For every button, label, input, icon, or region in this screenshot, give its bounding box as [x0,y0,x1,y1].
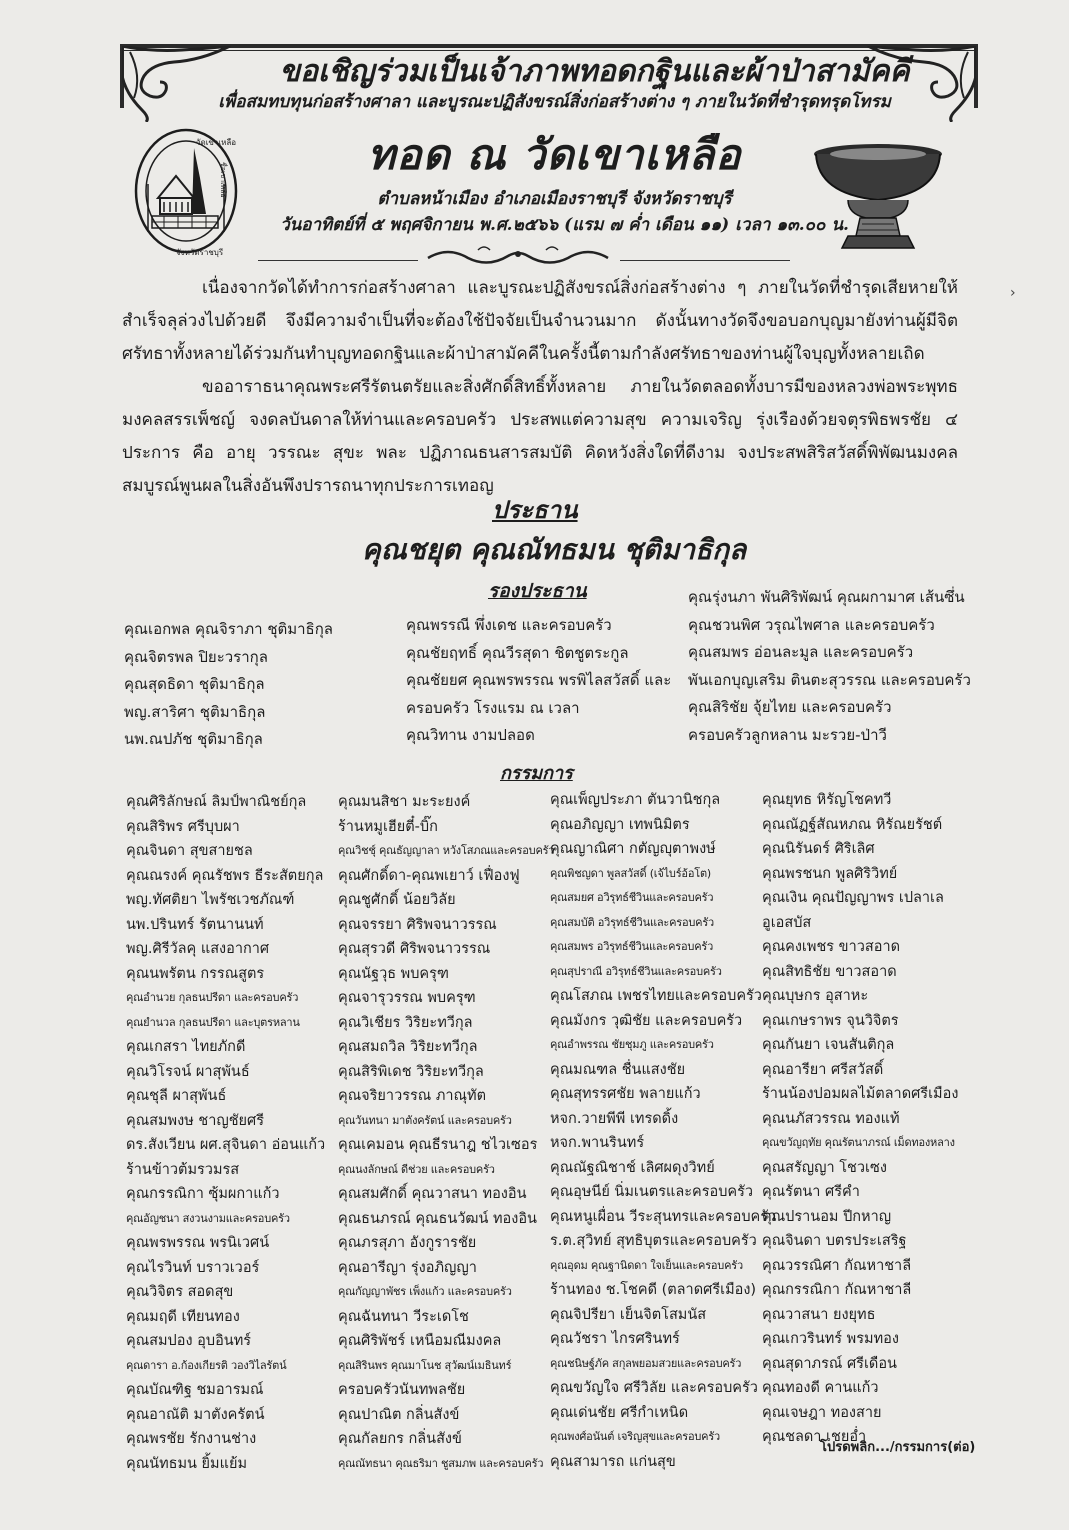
list-item: พญ.ทัศติยา ไพรัชเวชภัณฑ์ [126,892,295,908]
vice-list-col-3 [688,584,971,749]
list-item: คุณยุทธ หิรัญโชคทวี [762,792,892,808]
list-item: คุณพรชัย รักงานช่าง [126,1431,257,1447]
committee-col-2 [338,790,554,1476]
president-names: คุณชยุต คุณณัทธมน ชุติมาธิกุล [362,533,747,566]
list-item: คุณเกสรา ไทยภักดี [126,1039,246,1055]
list-item: คุณชุลี ผาสุพันธ์ [126,1088,227,1104]
list-item: คุณสมปอง อุบอินทร์ [126,1333,252,1349]
list-item: คุณกรรณิกา ซุ้มผกาแก้ว [126,1186,280,1202]
alms-bowl-icon [808,124,948,254]
list-item: คุณอาณัติ มาตังครัตน์ [126,1406,265,1423]
list-item: คุณนงลักษณ์ ดีช่วย และครอบครัว [338,1162,495,1176]
list-item: พันเอกบุญเสริม ตินตะสุวรรณ และครอบครัว [688,670,971,689]
list-item: คุณศักดิ์ดา-คุณพเยาว์ เฟื่องฟู [338,867,520,884]
invitation-body [122,272,958,503]
list-item: คุณศิริลักษณ์ ลิมป์พาณิชย์กุล [126,794,307,810]
list-item: คุณนัทธมน ยิ้มแย้ม [126,1455,248,1472]
list-item: คุณวาสนา ยงยุทธ [762,1306,876,1323]
list-item: หจก.วายพีพี เทรดดิ้ง [550,1110,679,1127]
header-purpose: เพื่อสมทบทุนก่อสร้างศาลา และบูรณะปฏิสังขรณ์สิ่งก่อสร้างต่าง ๆ ภายในวัดที่ชำรุดทรุดโทรม [218,92,891,112]
list-item: นพ.ปรินทร์ รัตนานนท์ [126,916,264,933]
divider-right [620,260,790,261]
list-item: คุณนัฐวุธ พบครุฑ [338,965,449,982]
list-item: คุณนภัสวรรณ ทองแท้ [762,1110,900,1127]
header-temple-name: ทอด ณ วัดเขาเหลือ [367,130,742,179]
list-item: คุณพงศ์อนันต์ เจริญสุขและครอบครัว [550,1430,721,1443]
list-item: คุณเจษฎา ทองสาย [762,1404,882,1421]
vice-president-heading: รองประธาน [488,580,587,602]
list-item: นพ.ณปภัช ชุติมาธิกุล [124,730,263,748]
list-item: คุณกัลยกร กลิ่นสังข์ [338,1431,462,1447]
list-item: คุณญาณิศา กตัญญุตาพงษ์ [550,841,716,857]
list-item: คุณสมบัติ อวิรุทธ์ชีวินและครอบครัว [550,915,715,929]
list-item: คุณบุษกร อุสาหะ [762,988,869,1004]
list-item: คุณปาณิต กลิ่นสังข์ [338,1406,460,1423]
list-item: คุณสามารถ แก่นสุข [550,1453,676,1470]
list-item: คุณสรัญญา โชวเซง [762,1159,887,1176]
list-item: คุณสิริชัย จุ้ยไทย และครอบครัว [688,698,892,716]
list-item: ครอบครัว โรงแรม ณ เวลา [406,698,580,717]
vice-list-col-1 [124,616,333,754]
list-item: คุณคงเพชร ขาวสอาด [762,939,900,955]
list-item: คุณจริยาวรรณ ภาณุทัต [338,1088,486,1104]
list-item: คุณวิเชียร วิริยะทวีกุล [338,1014,473,1031]
list-item: คุณชวนพิศ วรุณไพศาล และครอบครัว [688,615,935,634]
list-item: คุณมนสิชา มะระยงค์ [338,794,471,810]
president-heading: ประธาน [492,495,578,524]
list-item: คุณชลดา เชยอ่ำ [762,1429,867,1445]
committee-col-4 [762,788,958,1450]
list-item: คุณสมศักดิ์ คุณวาสนา ทองอิน [338,1186,527,1202]
list-item: ร้านน้องปอมผลไม้ตลาดศรีเมือง [762,1086,959,1102]
list-item: คุณขวัญใจ ศรีวิลัย และครอบครัว [550,1380,758,1396]
list-item: ดร.สังเวียน ผศ.สุจินดา อ่อนแก้ว [126,1137,326,1153]
list-item: คุณสุรวดี ศิริพจนาวรรณ [338,941,491,957]
seal-top-text: วัดเขาเหลือ [196,138,237,147]
list-item: คุณโสภณ เพชรไทยและครอบครัว [550,988,762,1004]
list-item: คุณชัยยศ คุณพรพรรณ พรพิไลสวัสดิ์ และ [406,671,672,689]
list-item: คุณชนิษฐ์ภัค สกุลพยอมสวยและครอบครัว [550,1356,742,1370]
list-item: คุณเด่นชัย ศรีกำเหนิด [550,1404,689,1421]
list-item: คุณนพรัตน กรรณสูตร [126,965,265,982]
list-item: คุณขวัญฤทัย คุณรัตนาภรณ์ เม็ดทองหลาง [762,1136,955,1149]
list-item: คุณชัยฤทธิ์ คุณวีรสุดา ชิตชูตระกูล [406,643,629,662]
list-item: คุณวัชรา ไกรศรินทร์ [550,1331,680,1347]
list-item: คุณฉันทนา วีระเดโช [338,1308,469,1325]
list-item: คุณอารียา ศรีสวัสดิ์ [762,1061,884,1078]
list-item: คุณเกวรินทร์ พรมทอง [762,1331,899,1347]
list-item: ครอบครัวนันทพลชัย [338,1382,466,1398]
list-item: คุณอุดม คุณฐานิดดา ใจเย็นและครอบครัว [550,1258,743,1272]
list-item: คุณณัทธนา คุณธริมา ชูสมภพ และครอบครัว [338,1456,544,1470]
list-item: คุณจรรยา ศิริพจนาวรรณ [338,916,497,933]
header-location: ตำบลหน้าเมือง อำเภอเมืองราชบุรี จังหวัดราชบุรี [377,189,732,209]
list-item: คุณกัญญาพัชร เพ็งแก้ว และครอบครัว [338,1285,512,1298]
list-item: ร้านหมูเฮียตี๋-บิ๊ก [338,818,438,835]
list-item: ร้านทอง ช.โชคดี (ตลาดศรีเมือง) [550,1282,757,1298]
list-item: คุณณัฐณิชาช์ เลิศผดุงวิทย์ [550,1159,715,1176]
list-item: พญ.สาริศา ชุติมาธิกุล [124,702,266,721]
list-item: คุณไรวินท์ บราวเวอร์ [126,1259,260,1276]
list-item: คุณชูศักดิ์ น้อยวิลัย [338,892,456,908]
stray-mark: › [1010,285,1016,301]
list-item: คุณรุ่งนภา พันศิริพัฒน์ คุณผกามาศ เส้นซึ่น [688,588,965,606]
list-item: หจก.พานรินทร์ [550,1135,645,1151]
list-item: คุณจิปรียา เย็นจิตโสมนัส [550,1306,707,1323]
list-item: คุณสมยศ อวิรุทธ์ชีวินและครอบครัว [550,891,714,904]
list-item: คุณพรรณี พึ่งเดช และครอบครัว [406,616,612,634]
committee-col-3 [550,788,776,1474]
list-item: คุณกันยา เจนสันติกุล [762,1037,895,1053]
list-item: คุณบัณฑิฐ ชมอารมณ์ [126,1382,264,1398]
list-item: คุณเงิน คุณปัญญาพร เปลาเล [762,890,944,906]
list-item: คุณจิตรพล ปิยะวรากุล [124,647,268,666]
list-item: คุณสิริพิเดช วิริยะทวีกุล [338,1063,484,1080]
list-item: คุณพรพรรณ พรนิเวศน์ [126,1235,270,1251]
committee-heading: กรรมการ [500,763,573,784]
list-item: คุณมังกร วุฒิชัย และครอบครัว [550,1012,743,1029]
list-item: คุณยำนวล กุลธนปรีดา และบุตรหลาน [126,1015,300,1029]
seal-left-text: จังหวัดราชบุรี [176,248,224,257]
list-item: ครอบครัวลูกหลาน มะรวย-ป่าวี [688,725,887,744]
list-item: คุณสุดธิดา ชุติมาธิกุล [124,675,265,693]
list-item: คุณกรรณิกา กัณหาชาลี [762,1282,912,1298]
list-item: คุณณรงค์ คุณรัชพร ธีระสัตยกุล [126,867,324,884]
list-item: คุณภรสุภา อังกูรารชัย [338,1235,477,1251]
list-item: คุณเกษราพร จุนวิจิตร [762,1012,899,1029]
list-item: คุณวันทนา มาตังครัตน์ และครอบครัว [338,1113,512,1127]
list-item: คุณสุดาภรณ์ ศรีเดือน [762,1355,897,1372]
list-item: คุณปรานอม ปีกหาญ [762,1208,892,1225]
list-item: คุณวิโรจน์ ผาสุพันธ์ [126,1063,250,1080]
vice-list-col-2 [406,612,671,750]
list-item: คุณจินดา สุขสายชล [126,843,253,859]
list-item: คุณอารีญา รุ่งอภิญญา [338,1259,477,1276]
list-item: คุณสิรินพร คุณมาโนช สุวัฒน์เมธินทร์ [338,1358,512,1372]
header-title: ขอเชิญร่วมเป็นเจ้าภาพทอดกฐินและผ้าป่าสามัคคี [279,54,910,89]
body-paragraph-1: เนื่องจากวัดได้ทำการก่อสร้างศาลา และบูรณะปฏิสังขรณ์สิ่งก่อสร้างต่าง ๆ ภายในวัดที่ชำรุดเสียหายให้สำเร็จลุล่วงไปด้วยดี จึงมีความจำเป็นที่จะต้องใช้ปัจจัยเป็นจำนวนมาก ดังนั้นทางวัดจึงขอบอกบุญมายังท่านผู้มีจิตศรัทธาทั้งหลายได้ร่วมกันทำบุญทอดกฐินและผ้าป่าสามัคคีในครั้งนี้ตามกำลังศรัทธาของท่านผู้ใจบุญทั้งหลายเถิด [122,278,958,364]
list-item: คุณหนูเผื่อน วีระสุนทรและครอบครัว [550,1208,777,1225]
list-item: คุณเพ็ญประภา ตันวานิชกุล [550,792,721,808]
divider-ornament-icon [418,244,618,266]
list-item: คุณมณฑล ชื่นแสงชัย [550,1061,686,1078]
list-item: คุณธนภรณ์ คุณธนวัฒน์ ทองอิน [338,1210,537,1227]
list-item: คุณดารา อ.ก้องเกียรติ วองวิไลรัตน์ [126,1358,287,1372]
list-item: คุณอำพรรณ ชัยชุมภู และครอบครัว [550,1038,714,1051]
list-item: คุณอำนวย กุลธนปรีดา และครอบครัว [126,991,299,1004]
list-item: คุณสมพร อ่อนละมูล และครอบครัว [688,643,914,661]
list-item: คุณนิรันดร์ ศิริเลิศ [762,841,875,857]
seal-bottom-text: ชื่อเขาเหลือ [219,162,227,198]
divider-left [258,260,418,261]
list-item: คุณรัตนา ศรีคำ [762,1184,860,1200]
list-item: คุณวิจิตร สอดสุข [126,1284,234,1300]
list-item: คุณสมพร อวิรุทธ์ชีวินและครอบครัว [550,940,714,953]
list-item: คุณสมถวิล วิริยะทวีกุล [338,1039,478,1055]
list-item: คุณเคมอน คุณธีรนาฎ ชไวเซอร [338,1137,538,1153]
list-item: คุณศิริพัชร์ เหนือมณีมงคล [338,1333,502,1349]
list-item: คุณสุปราณี อวิรุทธ์ชีวินและครอบครัว [550,964,722,978]
list-item: คุณณัฏฐ์สัณหภณ หิรัณยรัชต์ [762,816,943,833]
list-item: คุณสมพงษ ชาญชัยศรี [126,1112,265,1129]
list-item: คุณอภิญญา เทพนิมิตร [550,816,690,833]
committee-col-1 [126,790,325,1476]
list-item: คุณพรชนก พูลศิริวิทย์ [762,865,898,882]
list-item: คุณเอกพล คุณจิราภา ชุติมาธิกุล [124,620,333,638]
list-item: คุณวิชชุ์ คุณธัญญาลา หวังโสภณและครอบครัว [338,844,555,857]
list-item: คุณจารุวรรณ พบครุฑ [338,990,476,1006]
list-item: คุณอุษนีย์ นิ่มเนตรและครอบครัว [550,1184,754,1200]
body-paragraph-2: ขออาราธนาคุณพระศรีรัตนตรัยและสิ่งศักดิ์สิทธิ์ทั้งหลาย ภายในวัดตลอดทั้งบารมีของหลวงพ่อพระพุทธมงคลสรรเพ็ชญ์ จงดลบันดาลให้ท่านและครอบครัว ประสพแต่ความสุข ความเจริญ รุ่งเรืองด้วยจตุรพิธพรชัย ๔ ประการ คือ อายุ วรรณะ สุขะ พละ ปฏิภาณธนสารสมบัติ คิดหวังสิ่งใดที่ดีงาม จงประสพสิริสวัสดิ์พิพัฒนมงคลสมบูรณ์พูนผลในสิ่งอันพึงปรารถนาทุกประการเทอญ [122,377,958,496]
list-item: คุณวรรณิศา กัณหาชาลี [762,1257,912,1274]
list-item: คุณพิชญดา พูลสวัสดิ์ (เจ้ไบร์อ้อโต) [550,866,711,880]
list-item: ร้านข้าวต้มรวมรส [126,1161,240,1178]
list-item: คุณวิทาน งามปลอด [406,726,535,744]
list-item: คุณสุทรรศชัย พลายแก้ว [550,1086,701,1102]
list-item: ร.ต.สุวิทย์ สุทธิบุตรและครอบครัว [550,1233,757,1249]
list-item: คุณทองดี คานแก้ว [762,1380,879,1396]
header-date: วันอาทิตย์ที่ ๕ พฤศจิกายน พ.ศ.๒๕๖๖ (แรม ๗ ค่ำ เดือน ๑๑) เวลา ๑๓.๐๐ น. [280,215,849,235]
continue-note: โปรดพลิก.../กรรมการ(ต่อ) [820,1440,976,1455]
list-item: คุณสิทธิชัย ขาวสอาด [762,963,897,980]
list-item: อูเอสบัส [762,914,812,931]
list-item: คุณอัญชนา สงวนงามและครอบครัว [126,1211,290,1225]
list-item: คุณสิริพร ศรีบุบผา [126,818,240,835]
list-item: คุณมฤดี เทียนทอง [126,1308,240,1325]
list-item: คุณจินดา บตรประเสริฐ [762,1233,907,1249]
list-item: พญ.ศิรีวัลคุ แสงอากาศ [126,941,270,957]
